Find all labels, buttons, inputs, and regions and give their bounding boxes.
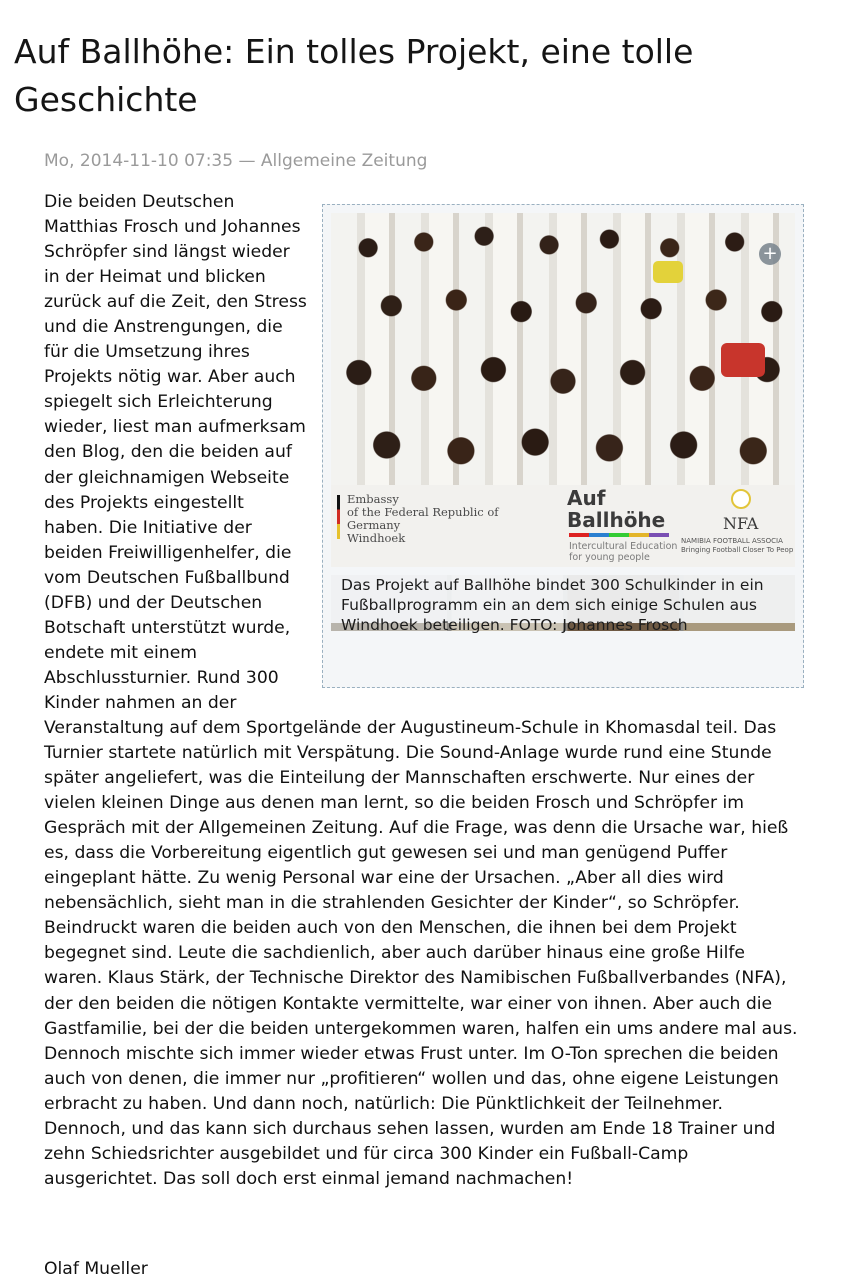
paragraph-1: Die beiden Deutschen Matthias Frosch und Johannes Schröpfer sind längst wieder in der Heimat und blicken zurück auf die Zeit, den Stress und die Anstrengungen, die für die Umsetzung ihres Projekts nötig war. Aber auch spiegelt sich Erleichterung wieder, liest man aufmerksam den Blog, den die beiden auf der gleichnamigen Webseite des Projekts eingestellt haben. Die Initiative der beiden Freiwilligenhelfer, die vom Deutschen Fußballbund (DFB) und der Deutschen Botschaft unterstützt wurde, endete mit einem Abschlussturnier. Rund 300 Kinder nahmen an der Veranstaltung auf dem Sportgelände der Augustineum-Schule in Khomasdal teil. Das Turnier startete natürlich mit Verspätung. Die Sound-Anlage wurde rund eine Stunde später angeliefert, was die Einteilung der Mannschaften erschwerte. Nur eines der vielen kleinen Dinge aus denen man lernt, so die beiden Frosch und Schröpfer im Gespräch mit der Allgemeinen Zeitung. Auf die Frage, was denn die Ursache war, hieß es, dass die Vorbereitung eigentlich gut gewesen sei und man genügend Puffer eingeplant hätte. Zu wenig Personal war eine der Ursachen. „Aber all dies wird nebensächlich, sieht man in die strahlenden Gesichter der Kinder“, so Schröpfer. xyxy=(44,192,789,914)
zoom-icon[interactable]: + xyxy=(759,243,781,265)
yellow-shirt-detail xyxy=(653,261,683,283)
banner-project-sub2: for young people xyxy=(569,552,650,563)
banner-project-sub1: Intercultural Education xyxy=(569,541,678,552)
banner-nfa-sub1: NAMIBIA FOOTBALL ASSOCIA xyxy=(681,537,783,545)
banner-embassy-line1: Embassy xyxy=(347,492,399,506)
color-stripes xyxy=(569,533,669,537)
article-figure xyxy=(322,204,804,688)
banner-project-sub xyxy=(569,541,699,563)
banner-project-name: Auf Ballhöhe xyxy=(567,486,666,532)
banner-embassy-text xyxy=(339,493,539,545)
banner-nfa-sub xyxy=(681,537,795,555)
red-shirt-detail xyxy=(721,343,765,377)
banner-embassy-line3: Windhoek xyxy=(347,531,406,545)
article-meta: Mo, 2014-11-10 07:35 — Allgemeine Zeitung xyxy=(44,151,428,171)
banner-embassy-line2: of the Federal Republic of Germany xyxy=(347,505,499,532)
article-author: Olaf Mueller xyxy=(44,1259,148,1279)
figure-caption: Das Projekt auf Ballhöhe bindet 300 Schulkinder in ein Fußballprogramm ein an dem sich einige Schulen aus Windhoek beteiligen. FOTO: Johannes Frosch xyxy=(331,567,795,623)
article-title: Auf Ballhöhe: Ein tolles Projekt, eine tolle Geschichte xyxy=(14,32,694,119)
article-body xyxy=(44,190,804,1192)
football-icon xyxy=(731,489,751,509)
banner-nfa: NFA xyxy=(723,514,759,533)
paragraph-3: Dennoch mischte sich immer wieder etwas Frust unter. Im O-Ton sprechen die beiden auch von denen, die immer nur „profitieren“ wollen und das, ohne eigene Leistungen erbracht zu haben. Und dann noch, natürlich: Die Pünktlichkeit der Teilnehmer. Dennoch, und das kann sich durchaus sehen lassen, wurden am Ende 18 Trainer und zehn Schiedsrichter ausgebildet und für circa 300 Kinder ein Fußball-Camp ausgerichtet. Das soll doch erst einmal jemand nachmachen! xyxy=(44,1043,779,1189)
paragraph-2: Beindruckt waren die beiden auch von den Menschen, die ihnen bei dem Projekt begegnet sind. Leute die sachdienlich, aber auch darüber hinaus eine große Hilfe waren. Klaus Stärk, der Technische Direktor des Namibischen Fußballverbandes (NFA), der den beiden die nötigen Kontakte vermittelte, war einer von ihnen. Aber auch die Gastfamilie, bei der die beiden untergekommen waren, halfen ein ums andere mal aus. xyxy=(44,918,798,1039)
photo-banner xyxy=(331,485,795,575)
banner-nfa-sub2: Bringing Football Closer To Peop xyxy=(681,546,794,554)
